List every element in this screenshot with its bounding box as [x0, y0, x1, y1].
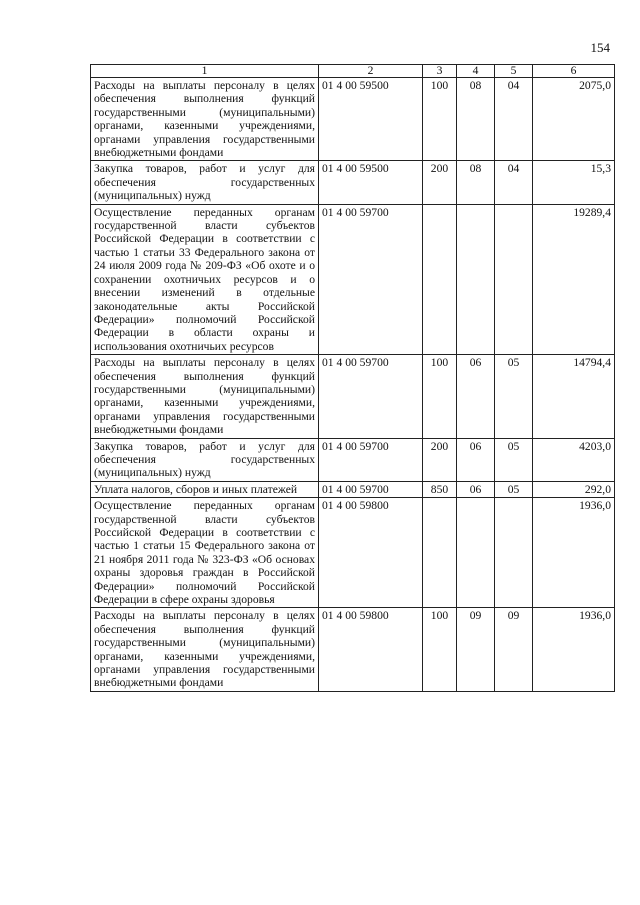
table-row: [91, 438, 615, 481]
row-expense-type: 100: [423, 355, 457, 438]
row-expense-type: 100: [423, 608, 457, 691]
row-section: 09: [457, 608, 495, 691]
row-subsection: 04: [495, 161, 533, 204]
row-subsection: 05: [495, 481, 533, 497]
row-subsection: 04: [495, 78, 533, 161]
row-subsection: 09: [495, 608, 533, 691]
row-expense-type: [423, 204, 457, 354]
table-row: [91, 78, 615, 161]
row-expense-type: 100: [423, 78, 457, 161]
row-target-code: 01 4 00 59500: [319, 78, 423, 161]
row-section: [457, 498, 495, 608]
column-header: 6: [533, 65, 615, 78]
row-target-code: 01 4 00 59700: [319, 481, 423, 497]
table-row: [91, 204, 615, 354]
row-description: Расходы на выплаты персоналу в целях обеспечения выполнения функций государственными (муниципальными) органами, казенными учреждениями, органами управления государственными внебюджетными фондами: [91, 355, 319, 438]
row-description: Осуществление переданных органам государственной власти субъектов Российской Федерации в соответствии с частью 1 статьи 15 Федерального закона от 21 ноября 2011 года № 323-ФЗ «Об основах охраны здоровья граждан в Российской Федерации» полномочий Российской Федерации в сфере охраны здоровья: [91, 498, 319, 608]
row-description: Осуществление переданных органам государственной власти субъектов Российской Федерации в соответствии с частью 1 статьи 33 Федерального закона от 24 июля 2009 года № 209-ФЗ «Об охоте и о сохранении охотничьих ресурсов и о внесении изменений в отдельные законодательные акты Российской Федерации» полномочий Российской Федерации в области охраны и использования охотничьих ресурсов: [91, 204, 319, 354]
column-header: 5: [495, 65, 533, 78]
row-section: [457, 204, 495, 354]
row-expense-type: [423, 498, 457, 608]
table-row: [91, 481, 615, 497]
row-section: 06: [457, 481, 495, 497]
table-row: [91, 498, 615, 608]
row-amount: 4203,0: [533, 438, 615, 481]
column-header: 4: [457, 65, 495, 78]
row-target-code: 01 4 00 59700: [319, 204, 423, 354]
row-amount: 1936,0: [533, 608, 615, 691]
table-row: [91, 161, 615, 204]
table-row: [91, 608, 615, 691]
row-expense-type: 200: [423, 161, 457, 204]
row-description: Расходы на выплаты персоналу в целях обеспечения выполнения функций государственными (муниципальными) органами, казенными учреждениями, органами управления государственными внебюджетными фондами: [91, 78, 319, 161]
row-expense-type: 850: [423, 481, 457, 497]
row-target-code: 01 4 00 59700: [319, 355, 423, 438]
row-amount: 19289,4: [533, 204, 615, 354]
row-description: Уплата налогов, сборов и иных платежей: [91, 481, 319, 497]
row-section: 08: [457, 78, 495, 161]
table-row: [91, 355, 615, 438]
row-amount: 292,0: [533, 481, 615, 497]
row-target-code: 01 4 00 59800: [319, 498, 423, 608]
row-subsection: [495, 498, 533, 608]
table-header-row: [91, 65, 615, 78]
row-subsection: [495, 204, 533, 354]
row-target-code: 01 4 00 59500: [319, 161, 423, 204]
column-header: 1: [91, 65, 319, 78]
row-amount: 2075,0: [533, 78, 615, 161]
row-description: Расходы на выплаты персоналу в целях обеспечения выполнения функций государственными (муниципальными) органами, казенными учреждениями, органами управления государственными внебюджетными фондами: [91, 608, 319, 691]
row-target-code: 01 4 00 59700: [319, 438, 423, 481]
column-header: 2: [319, 65, 423, 78]
page-number: 154: [590, 40, 610, 55]
row-expense-type: 200: [423, 438, 457, 481]
column-header: 3: [423, 65, 457, 78]
row-amount: 14794,4: [533, 355, 615, 438]
row-description: Закупка товаров, работ и услуг для обеспечения государственных (муниципальных) нужд: [91, 438, 319, 481]
budget-table: [90, 64, 615, 692]
row-section: 08: [457, 161, 495, 204]
row-subsection: 05: [495, 355, 533, 438]
row-amount: 15,3: [533, 161, 615, 204]
row-target-code: 01 4 00 59800: [319, 608, 423, 691]
row-section: 06: [457, 438, 495, 481]
row-description: Закупка товаров, работ и услуг для обеспечения государственных (муниципальных) нужд: [91, 161, 319, 204]
row-subsection: 05: [495, 438, 533, 481]
row-amount: 1936,0: [533, 498, 615, 608]
row-section: 06: [457, 355, 495, 438]
